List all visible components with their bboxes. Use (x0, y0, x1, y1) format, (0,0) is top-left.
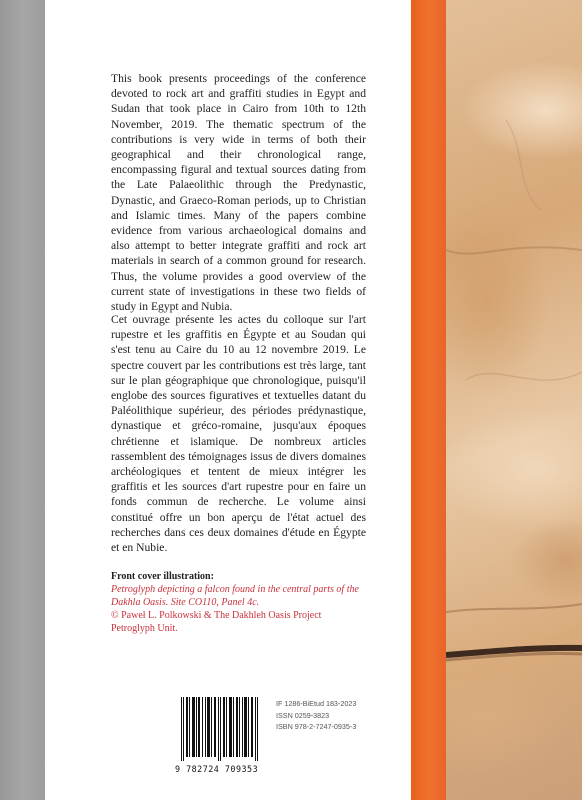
barcode-bars (181, 697, 261, 761)
cover-illustration-note (111, 570, 366, 635)
grey-spine-stripe (0, 0, 45, 800)
english-description: This book presents proceedings of the conference devoted to rock art and graffiti studies in Egypt and Sudan that took place in Cairo from 10th to 12th November, 2019. The thematic spectrum of the contributions is very wide in terms of both their geographical and their chronological range, encompassing figural and textual sources dating from the Late Palaeolithic through the Predynastic, Dynastic, and Graeco-Roman periods, up to Christian and Islamic times. Many of the papers combine evidence from various archaeological domains and also attempt to better integrate graffiti and rock art materials in search of a common ground for research. Thus, the volume provides a good overview of the current state of investigations in these two fields of study in Egypt and Nubia. (111, 72, 366, 314)
series-identifier: IF 1286-BiEtud 183-2023 (276, 699, 357, 708)
rock-cracks (446, 0, 582, 800)
barcode-digits: 9 782724 709353 (175, 764, 259, 774)
orange-accent-stripe (411, 0, 446, 800)
issn-number: ISSN 0259-3823 (276, 710, 330, 720)
isbn-number: ISBN 978-2-7247-0935-3 (276, 722, 357, 731)
cover-illustration-heading: Front cover illustration: (111, 571, 214, 582)
cover-illustration-caption: Petroglyph depicting a falcon found in the central parts of the Dakhla Oasis. Site CO110, Panel 4c. (111, 584, 359, 608)
publication-identifiers (276, 698, 356, 733)
cover-illustration-credit: © Paweł L. Polkowski & The Dakhleh Oasis Project Petroglyph Unit. (111, 610, 322, 634)
isbn-barcode (175, 697, 265, 785)
rock-surface-image (446, 0, 582, 800)
french-description: Cet ouvrage présente les actes du colloque sur l'art rupestre et les graffitis en Égypte et au Soudan qui s'est tenu au Caire du 10 au 12 novembre 2019. Le spectre couvert par les contributions est très large, tant sur le plan géographique que chronologique, puisqu'il englobe des sources figuratives et textuelles datant du Paléolithique supérieur, des périodes prédynastique, dynastique et gréco-romaine, jusqu'aux époques chrétienne et islamique. De nombreux articles rassemblent des témoignages issus de divers domaines archéologiques et tentent de mieux intégrer les graffitis et les sources d'art rupestre pour en faire un fonds commun de recherche. Le volume ainsi constitué offre un bon aperçu de l'état actuel des recherches dans ces deux domaines d'étude en Égypte et en Nubie. (111, 313, 366, 555)
